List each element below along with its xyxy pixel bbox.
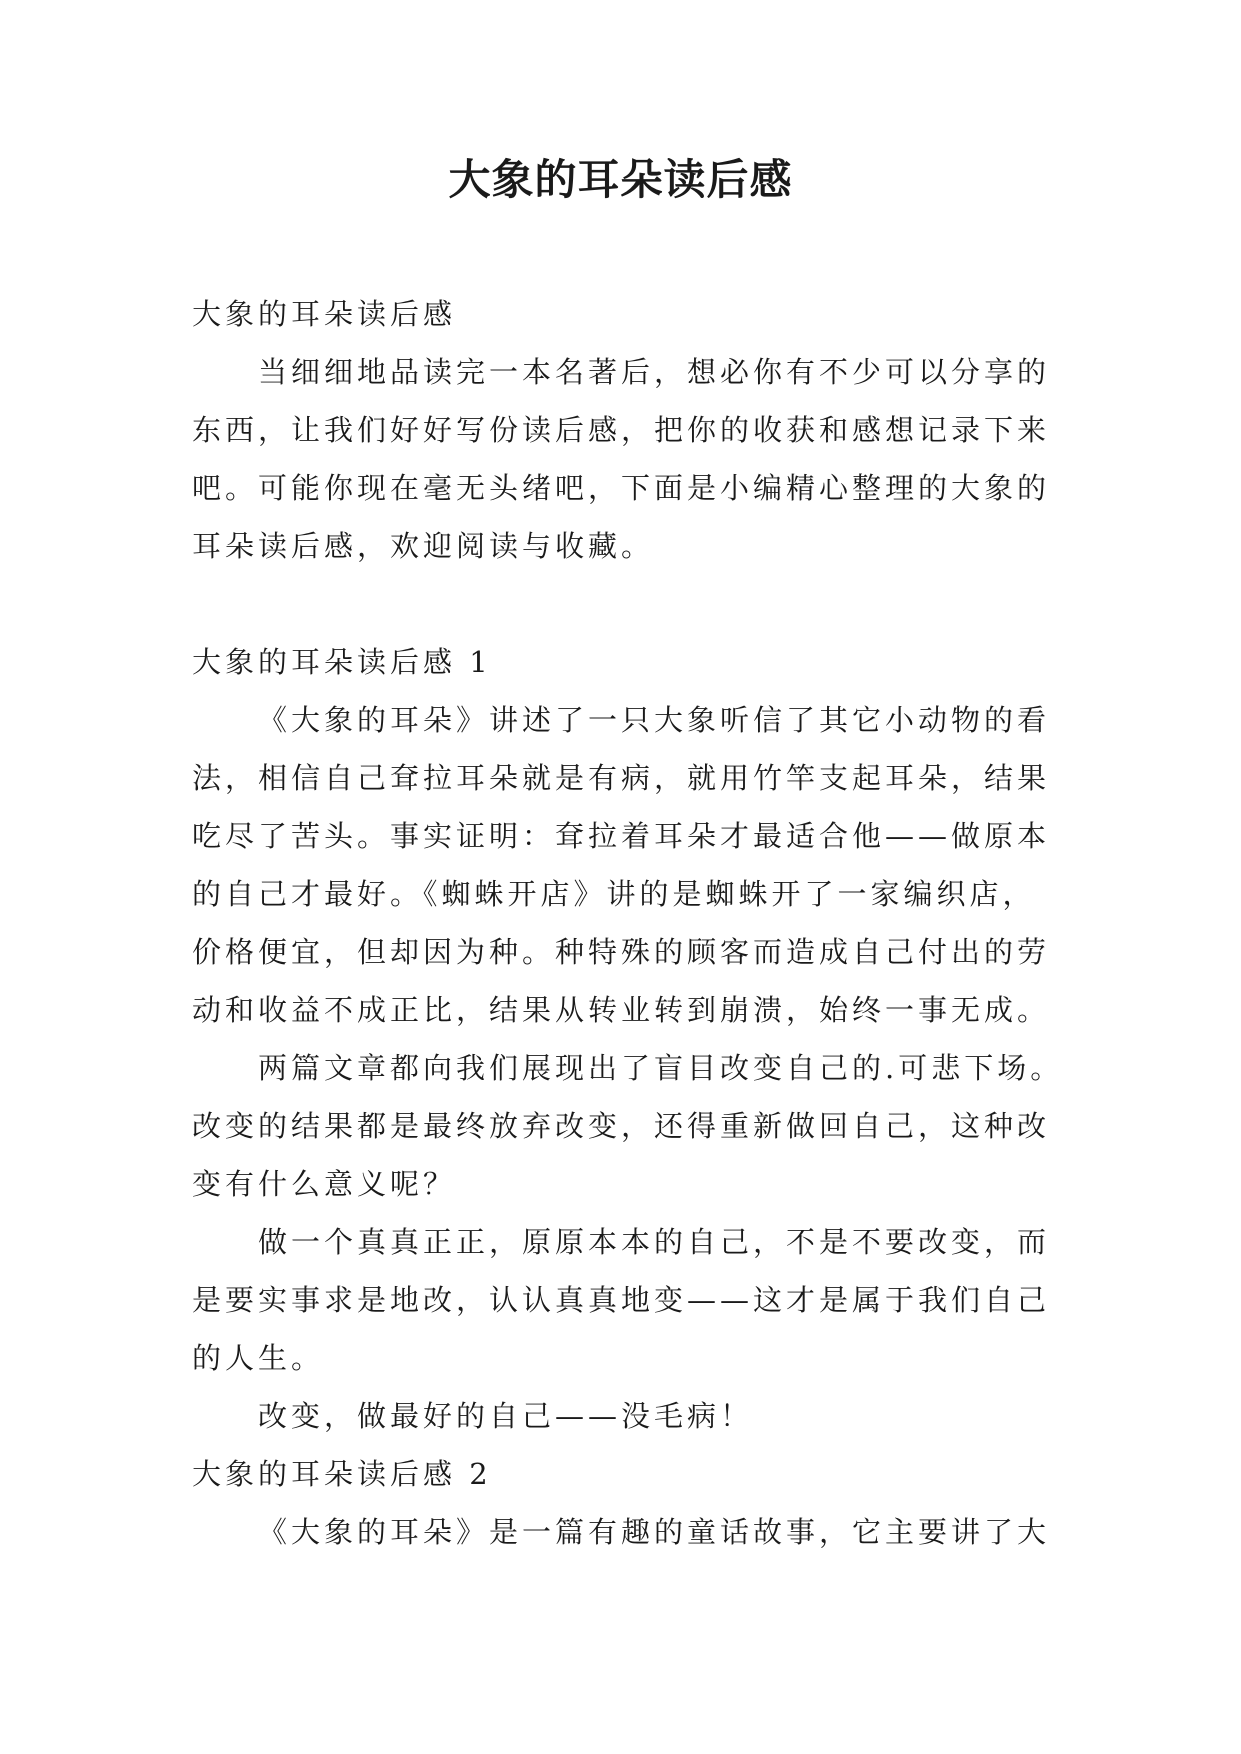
- section-1-paragraph-line: 动和收益不成正比，结果从转业转到崩溃，始终一事无成。: [192, 993, 1051, 1027]
- section-1-paragraph-line: 的人生。: [192, 1341, 325, 1375]
- intro-paragraph-line: 东西，让我们好好写份读后感，把你的收获和感想记录下来: [192, 413, 1051, 447]
- section-1-paragraph-line: 两篇文章都向我们展现出了盲目改变自己的.可悲下场。: [258, 1051, 1064, 1085]
- section-2-paragraph-line: 《大象的耳朵》是一篇有趣的童话故事，它主要讲了大: [258, 1515, 1051, 1549]
- intro-paragraph-line: 耳朵读后感，欢迎阅读与收藏。: [192, 529, 655, 563]
- section-1-paragraph-line: 改变的结果都是最终放弃改变，还得重新做回自己，这种改: [192, 1109, 1051, 1143]
- intro-paragraph-line: 吧。可能你现在毫无头绪吧，下面是小编精心整理的大象的: [192, 471, 1051, 505]
- intro-heading: 大象的耳朵读后感: [192, 297, 457, 331]
- section-1-paragraph-line: 变有什么意义呢？: [192, 1167, 457, 1201]
- section-1-paragraph-line: 吃尽了苦头。事实证明：耷拉着耳朵才最适合他——做原本: [192, 819, 1051, 853]
- section-1-paragraph-line: 法，相信自己耷拉耳朵就是有病，就用竹竿支起耳朵，结果: [192, 761, 1051, 795]
- section-heading-2: 大象的耳朵读后感 2: [192, 1457, 492, 1491]
- intro-paragraph-line: 当细细地品读完一本名著后，想必你有不少可以分享的: [258, 355, 1051, 389]
- section-1-paragraph-line: 的自己才最好。《蜘蛛开店》讲的是蜘蛛开了一家编织店，: [192, 877, 1036, 911]
- document-body: [192, 285, 1064, 1561]
- document-title: 大象的耳朵读后感: [448, 155, 793, 204]
- paragraph-gap: [192, 575, 1052, 633]
- section-1-paragraph-line: 改变，做最好的自己——没毛病！: [258, 1399, 754, 1433]
- section-1-paragraph-line: 做一个真真正正，原原本本的自己，不是不要改变，而: [258, 1225, 1051, 1259]
- section-heading-1: 大象的耳朵读后感 1: [192, 645, 492, 679]
- section-1-paragraph-line: 《大象的耳朵》讲述了一只大象听信了其它小动物的看: [258, 703, 1051, 737]
- section-1-paragraph-line: 是要实事求是地改，认认真真地变——这才是属于我们自己: [192, 1283, 1051, 1317]
- section-1-paragraph-line: 价格便宜，但却因为种。种特殊的顾客而造成自己付出的劳: [192, 935, 1051, 969]
